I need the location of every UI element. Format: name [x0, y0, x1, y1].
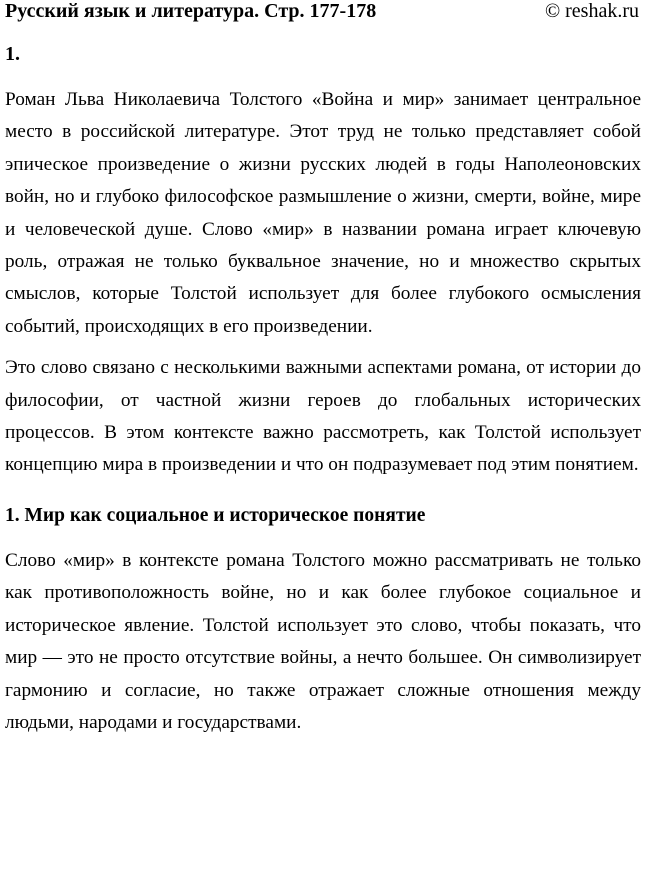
page-header: [5, 0, 641, 26]
section-heading: 1. Мир как социальное и историческое понятие: [5, 504, 426, 526]
paragraph-context: Это слово связано с несколькими важными аспектами романа, от истории до философии, от частной жизни героев до глобальных исторических процессов. В этом контексте важно рассмотреть, как Толстой использует концепцию мира в произведении и что он подразумевает под этим понятием.: [5, 357, 641, 476]
site-credit: © reshak.ru: [544, 0, 639, 22]
task-number: 1.: [5, 43, 20, 65]
paragraph-section: Слово «мир» в контексте романа Толстого можно рассматривать не только как противоположность войне, но и как более глубокое социальное и историческое явление. Толстой использует это слово, чтобы показать, что мир — это не просто отсутствие войны, а нечто большее. Он символизирует гармонию и согласие, но также отражает сложные отношения между людьми, народами и государствами.: [5, 549, 641, 733]
page-title: Русский язык и литература. Стр. 177-178: [5, 0, 377, 22]
paragraph-intro: Роман Льва Николаевича Толстого «Война и мир» занимает центральное место в российской литературе. Этот труд не только представляет собой эпическое произведение о жизни русских людей в годы Наполеоновских войн, но и глубоко философское размышление о жизни, смерти, войне, мире и человеческой душе. Слово «мир» в названии романа играет ключевую роль, отражая не только буквальное значение, но и множество скрытых смыслов, которые Толстой использует для более глубокого осмысления событий, происходящих в его произведении.: [5, 89, 641, 337]
